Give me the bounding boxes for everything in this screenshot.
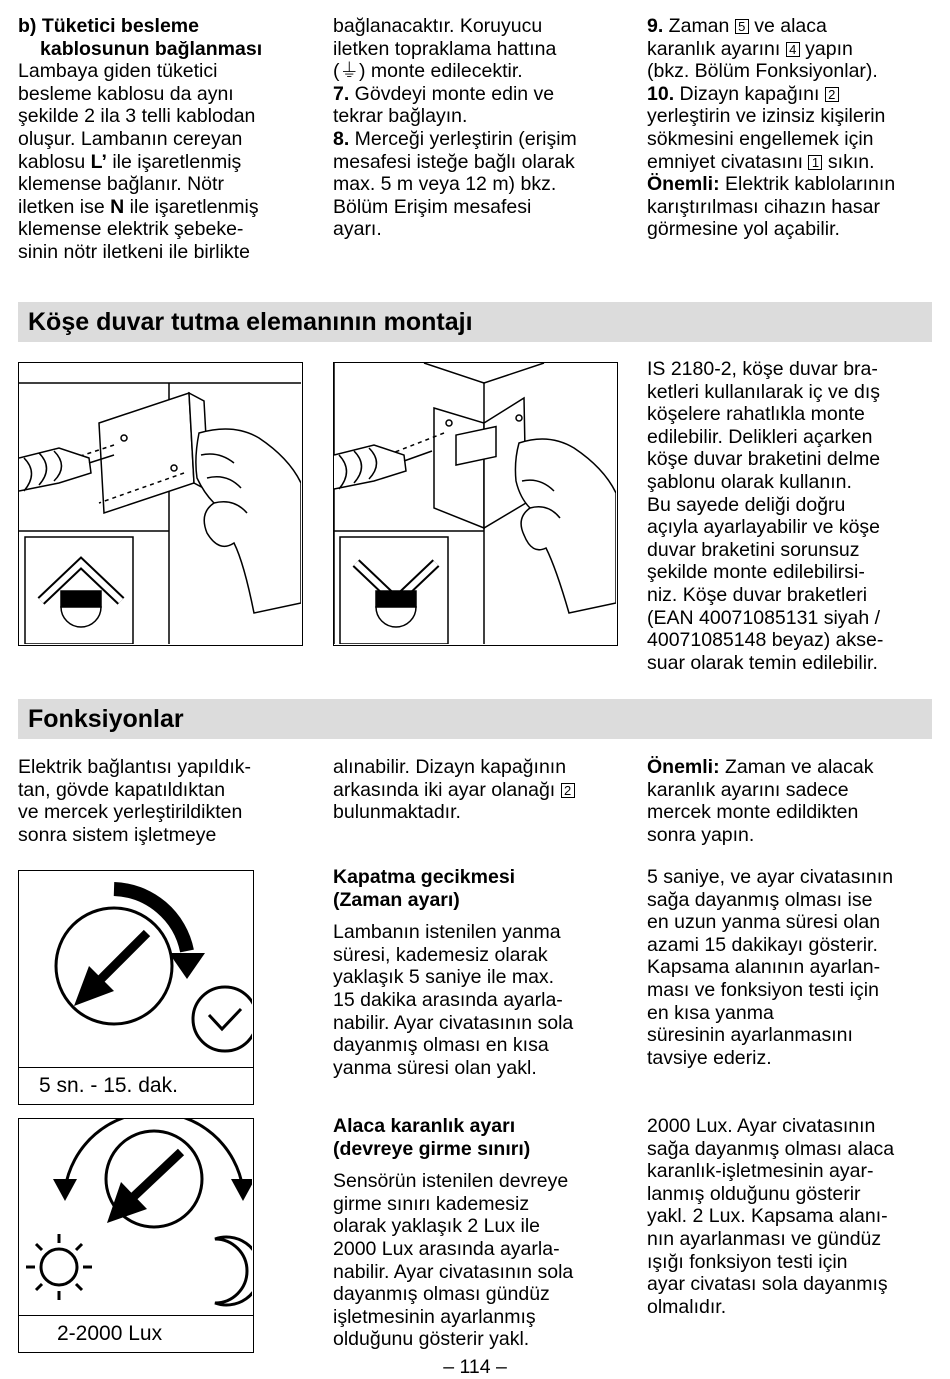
text-line: (devreye girme sınırı) <box>333 1137 531 1160</box>
text-line: nın ayarlanması ve gündüz <box>647 1227 882 1250</box>
text-line: sağa dayanmış olması alaca <box>647 1137 895 1160</box>
text-line: olarak yaklaşık 2 Lux ile <box>333 1215 541 1238</box>
functions-intro-col1 <box>18 756 310 846</box>
callout-number: 2 <box>825 87 839 102</box>
top-column-2 <box>333 15 625 241</box>
text-line: Sensörün istenilen devreye <box>333 1170 569 1193</box>
text-line: yakl. 2 Lux. Kapsama alanı- <box>647 1205 888 1228</box>
page-number: – 114 – <box>443 1356 507 1378</box>
text-line: 5 saniye, ve ayar civatasının <box>647 866 894 888</box>
inner-corner-mounting-illustration <box>18 362 303 646</box>
paragraph: 9. Zaman 5 ve alaca karanlık ayarını 4 yapın (bkz. Bölüm Fonksiyonlar). 10. Dizayn kapağını 2 yerleştirin ve izinsiz kişilerin sökmesini engellemek için emniyet civatasını 1 sıkın. Önemli: Elektrik kablolarının karıştırılması cihazın hasar görmesine yol açabilir. <box>647 15 896 241</box>
paragraph <box>18 756 310 846</box>
text-line: 40071085148 beyaz) akse- <box>647 629 884 652</box>
text-line: girme sınırı kademesiz <box>333 1192 530 1215</box>
text-line: yaklaşık 5 saniye ile max. <box>333 966 555 989</box>
text-line: IS 2180-2, köşe duvar bra- <box>647 358 878 380</box>
functions-intro-col2 <box>333 756 625 824</box>
text-line: 15 dakika arasında ayarla- <box>333 988 563 1011</box>
top-column-3 <box>647 15 939 241</box>
twilight-setting-text-cont <box>647 1115 939 1318</box>
time-setting-icon-panel <box>18 870 254 1105</box>
text-line: (Zaman ayarı) <box>333 888 460 911</box>
corner-bracket-text <box>647 358 939 674</box>
text-line: en uzun yanma süresi olan <box>647 911 881 934</box>
text-line: ması ve fonksiyon testi için <box>647 978 879 1001</box>
text-line: süresinin ayarlanmasını <box>647 1024 853 1047</box>
time-range-label: 5 sn. - 15. dak. <box>19 1067 253 1104</box>
section-header-corner-bracket <box>18 302 932 342</box>
text-line: suar olarak temin edilebilir. <box>647 651 878 674</box>
subsection-heading <box>333 866 625 911</box>
paragraph <box>333 921 625 1079</box>
text-line: sağa dayanmış olması ise <box>647 888 873 911</box>
section-title: Fonksiyonlar <box>28 705 184 733</box>
paragraph <box>647 866 939 1069</box>
paragraph: bağlanacaktır. Koruyucu iletken topraklama hattına (⏚) monte edilecektir. 7. Gövdeyi monte edin ve tekrar bağlayın. 8. Merceği yerleştirin (erişim mesafesi isteğe bağlı olarak max. 5 m veya 12 m) bkz. Bölüm Erişim mesafesi ayarı. <box>333 15 577 241</box>
text-line: en kısa yanma <box>647 1001 774 1024</box>
text-line: edilebilir. Delikleri açarken <box>647 425 873 448</box>
text-line: olmalıdır. <box>647 1295 727 1318</box>
text-line: ışığı fonksiyon testi için <box>647 1250 848 1273</box>
text-line: köşe duvar braketini delme <box>647 448 881 471</box>
text-line: Bu sayede deliği doğru <box>647 493 846 516</box>
paragraph: alınabilir. Dizayn kapağının arkasında iki ayar olanağı 2 bulunmaktadır. <box>333 756 625 824</box>
text-line: (EAN 40071085131 siyah / <box>647 606 881 629</box>
text-line: açıyla ayarlayabilir ve köşe <box>647 516 881 539</box>
paragraph <box>647 358 939 674</box>
section-title: Köşe duvar tutma elemanının montajı <box>28 308 473 336</box>
text-line: Kapatma gecikmesi <box>333 866 516 888</box>
text-line: sonra sistem işletmeye <box>18 823 217 846</box>
text-line: lanmış olduğunu gösterir <box>647 1182 861 1205</box>
text-line: Alaca karanlık ayarı <box>333 1115 516 1137</box>
text-line: ayar civatası sola dayanmış <box>647 1273 888 1296</box>
text-line: tavsiye ederiz. <box>647 1046 772 1069</box>
text-line: şablonu olarak kullanın. <box>647 470 852 493</box>
text-line: dayanmış olması gündüz <box>333 1283 550 1306</box>
top-column-1 <box>18 15 310 264</box>
text-line: olduğunu gösterir yakl. <box>333 1328 530 1351</box>
text-line: ve mercek yerleştirildikten <box>18 801 243 824</box>
text-line: 2000 Lux. Ayar civatasının <box>647 1115 876 1137</box>
text-line: nabilir. Ayar civatasının sola <box>333 1011 574 1034</box>
text-line: duvar braketini sorunsuz <box>647 538 860 561</box>
subsection-heading <box>333 1115 625 1160</box>
paragraph <box>333 1170 625 1351</box>
text-line: karanlık-işletmesinin ayar- <box>647 1160 874 1183</box>
text-line: ketleri kullanılarak iç ve dış <box>647 380 881 403</box>
paragraph: Önemli: Zaman ve alacak karanlık ayarını sadece mercek monte edildikten sonra yapın. <box>647 756 874 846</box>
text-line: Lambanın istenilen yanma <box>333 921 561 944</box>
subsection-heading: b) Tüketici besleme kablosunun bağlanması <box>18 15 263 60</box>
paragraph: Lambaya giden tüketici besleme kablosu da aynı şekilde 2 ila 3 telli kablodan oluşur. Lambanın cereyan kablosu L’ ile işaretlenmiş klemense bağlanır. Nötr iletken ise N ile işaretlenmiş klemense elektrik şebeke- sinin nötr iletkeni ile birlikte <box>18 60 259 263</box>
text-line: 2000 Lux arasında ayarla- <box>333 1237 560 1260</box>
text-line: şekilde monte edilebilirsi- <box>647 561 865 584</box>
text-line: işletmesinin ayarlanmış <box>333 1305 536 1328</box>
callout-number: 1 <box>808 155 822 170</box>
text-line: süresi, kademesiz olarak <box>333 943 548 966</box>
outer-corner-mounting-illustration <box>333 362 618 646</box>
text-line: tan, gövde kapatıldıktan <box>18 778 226 801</box>
twilight-setting-text <box>333 1115 625 1351</box>
text-line: nabilir. Ayar civatasının sola <box>333 1260 574 1283</box>
text-line: Elektrik bağlantısı yapıldık- <box>18 756 252 778</box>
section-header-functions <box>18 699 932 739</box>
time-setting-text-cont <box>647 866 939 1069</box>
text-line: yanma süresi olan yakl. <box>333 1056 537 1079</box>
text-line: dayanmış olması en kısa <box>333 1034 549 1057</box>
callout-number: 5 <box>735 19 749 34</box>
text-line: niz. Köşe duvar braketleri <box>647 583 868 606</box>
paragraph <box>647 1115 939 1318</box>
callout-number: 4 <box>786 42 800 57</box>
time-setting-text <box>333 866 625 1079</box>
lux-range-label: 2-2000 Lux <box>19 1315 253 1352</box>
text-line: azami 15 dakikayı gösterir. <box>647 933 878 956</box>
twilight-setting-icon-panel <box>18 1118 254 1353</box>
text-line: Kapsama alanının ayarlan- <box>647 956 881 979</box>
text-line: köşelere rahatlıkla monte <box>647 403 865 426</box>
callout-number: 2 <box>561 783 575 798</box>
functions-intro-col3 <box>647 756 939 846</box>
